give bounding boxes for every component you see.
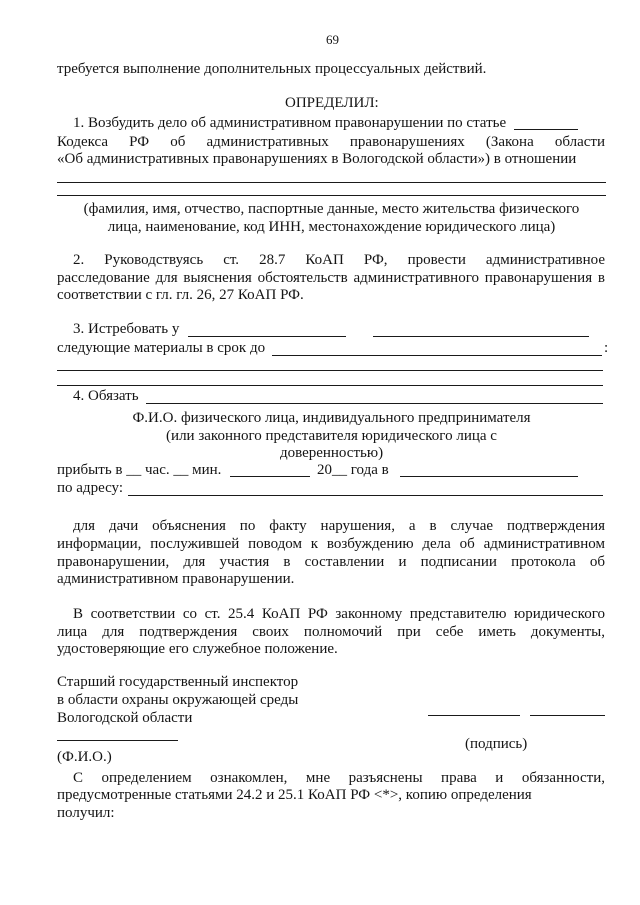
intro-line: требуется выполнение дополнительных процессуальных действий. xyxy=(57,61,487,77)
representative-line1: В соответствии со ст. 25.4 КоАП РФ законному представителю юридического xyxy=(73,606,605,622)
fio-label: (Ф.И.О.) xyxy=(57,749,112,765)
signature-blank-line xyxy=(428,715,520,716)
item2-line2: расследование для выяснения обстоятельств административного правонарушения в xyxy=(57,270,605,286)
blank-line xyxy=(57,370,603,371)
address-label: по адресу: xyxy=(57,480,124,496)
place-blank-line xyxy=(400,476,578,477)
item1-line1: 1. Возбудить дело об административном правонарушении по статье xyxy=(73,115,507,131)
purpose-line1: для дачи объяснения по факту нарушения, а в случае подтверждения xyxy=(73,518,605,534)
signatory-line3: Вологодской области xyxy=(57,710,193,726)
deadline-blank-line xyxy=(272,355,602,356)
item1-caption2: лица, наименование, код ИНН, местонахождение юридического лица) xyxy=(107,219,556,235)
purpose-line3: правонарушении, для участия в составлении и подписании протокола об xyxy=(57,554,605,570)
item2-line1: 2. Руководствуясь ст. 28.7 КоАП РФ, провести административное xyxy=(73,252,605,268)
representative-line3: удостоверяющие его служебное положение. xyxy=(57,641,338,657)
acknowledgement-line3: получил: xyxy=(57,805,115,821)
item4-caption3: доверенностью) xyxy=(279,445,384,461)
blank-line xyxy=(373,336,589,337)
address-blank-line xyxy=(128,495,603,496)
item3-colon: : xyxy=(604,340,609,356)
item3-line1: 3. Истребовать у xyxy=(73,321,180,337)
acknowledgement-line2: предусмотренные статьями 24.2 и 25.1 КоАП РФ <*>, копию определения xyxy=(57,787,532,803)
blank-line xyxy=(188,336,346,337)
signatory-line1: Старший государственный инспектор xyxy=(57,674,299,690)
blank-line xyxy=(146,403,603,404)
section-heading: ОПРЕДЕЛИЛ: xyxy=(285,95,379,111)
item1-caption1: (фамилия, имя, отчество, паспортные данные, место жительства физического xyxy=(83,201,580,217)
arrive-year: 20__ года в xyxy=(317,462,389,478)
blank-line xyxy=(57,195,606,196)
arrive-prefix: прибыть в __ час. __ мин. xyxy=(57,462,222,478)
blank-line xyxy=(57,182,606,183)
date-blank-line xyxy=(230,476,310,477)
signature-blank-line xyxy=(530,715,605,716)
item1-line3: «Об административных правонарушениях в Вологодской области») в отношении xyxy=(57,151,577,167)
item4-line1: 4. Обязать xyxy=(73,388,139,404)
purpose-line4: административном правонарушении. xyxy=(57,571,295,587)
signature-label: (подпись) xyxy=(465,736,528,752)
item4-caption1: Ф.И.О. физического лица, индивидуального предпринимателя xyxy=(132,410,531,426)
representative-line2: лица для подтверждения своих полномочий при себе иметь документы, xyxy=(57,624,605,640)
item1-line2: Кодекса РФ об административных правонарушениях (Закона области xyxy=(57,134,605,150)
name-blank-line xyxy=(57,740,178,741)
purpose-line2: информации, послужившей поводом к возбуждению дела об административном xyxy=(57,536,605,552)
signatory-line2: в области охраны окружающей среды xyxy=(57,692,299,708)
acknowledgement-line1: С определением ознакомлен, мне разъяснены права и обязанности, xyxy=(73,770,605,786)
article-blank-line xyxy=(514,129,578,130)
item2-line3: соответствии с гл. гл. 26, 27 КоАП РФ. xyxy=(57,287,304,303)
item4-caption2: (или законного представителя юридического лица с xyxy=(166,428,497,444)
blank-line xyxy=(57,385,603,386)
item3-line2: следующие материалы в срок до xyxy=(57,340,266,356)
page-number: 69 xyxy=(326,32,339,47)
